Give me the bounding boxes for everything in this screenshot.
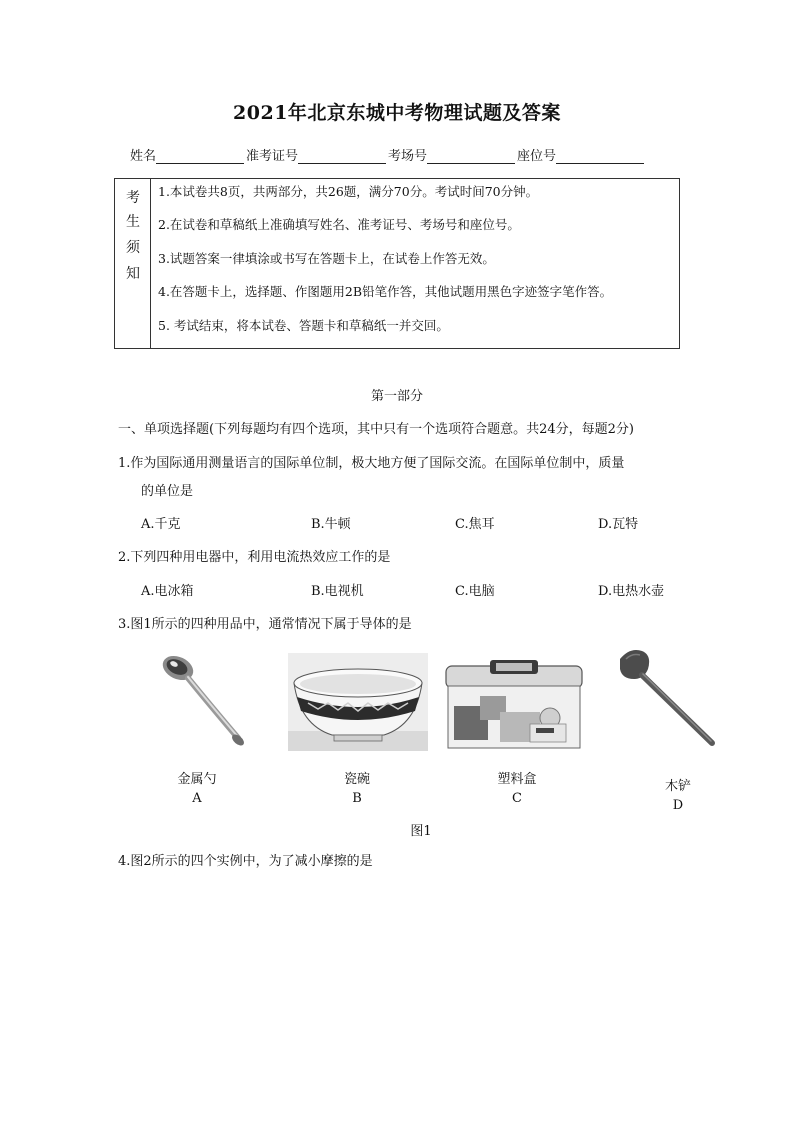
notice-side-char: 须 bbox=[126, 240, 140, 256]
notice-rule: 3.试题答案一律填涂或书写在答题卡上，在试卷上作答无效。 bbox=[158, 251, 495, 266]
q2-option-d: D.电热水壶 bbox=[598, 584, 665, 599]
name-label: 姓名 bbox=[130, 149, 157, 164]
question-1-text-cont: 的单位是 bbox=[141, 484, 194, 499]
question-2-text: 2.下列四种用电器中，利用电流热效应工作的是 bbox=[118, 550, 391, 565]
ticket-blank bbox=[298, 149, 386, 164]
q2-option-b: B.电视机 bbox=[311, 584, 364, 599]
notice-rule: 2.在试卷和草稿纸上准确填写姓名、准考证号、考场号和座位号。 bbox=[158, 217, 520, 232]
section-title: 第一部分 bbox=[370, 389, 423, 404]
figure-1-caption: 图1 bbox=[410, 824, 432, 839]
wooden-spatula-image bbox=[612, 645, 720, 753]
question-3-text: 3.图1所示的四种用品中，通常情况下属于导体的是 bbox=[118, 617, 412, 632]
q2-option-c: C.电脑 bbox=[455, 584, 495, 599]
notice-rule: 4.在答题卡上，选择题、作图题用2B铅笔作答，其他试题用黑色字迹签字笔作答。 bbox=[158, 284, 613, 299]
notice-rule: 1.本试卷共8页，共两部分，共26题，满分70分。考试时间70分钟。 bbox=[158, 184, 539, 199]
notice-side-label bbox=[115, 179, 151, 348]
figure-b-letter: B bbox=[352, 791, 362, 806]
part-heading: 一、单项选择题(下列每题均有四个选项，其中只有一个选项符合题意。共24分，每题2分) bbox=[118, 422, 634, 437]
notice-rule: 5. 考试结束，将本试卷、答题卡和草稿纸一并交回。 bbox=[158, 318, 449, 333]
question-1-text: 1.作为国际通用测量语言的国际单位制，极大地方便了国际交流。在国际单位制中，质量 bbox=[118, 456, 625, 471]
q1-option-d: D.瓦特 bbox=[598, 517, 639, 532]
candidate-notice-box bbox=[114, 178, 680, 349]
q1-option-a: A.千克 bbox=[141, 517, 181, 532]
figure-d-letter: D bbox=[672, 798, 684, 813]
exam-title: 2021年北京东城中考物理试题及答案 bbox=[233, 102, 561, 124]
porcelain-bowl-image bbox=[288, 653, 428, 751]
notice-side-char: 生 bbox=[126, 214, 140, 230]
notice-side-char: 知 bbox=[126, 266, 140, 282]
figure-d-name: 木铲 bbox=[664, 779, 691, 794]
q1-option-b: B.牛顿 bbox=[311, 517, 351, 532]
figure-a-name: 金属勺 bbox=[177, 772, 217, 787]
metal-spoon-image bbox=[150, 650, 250, 750]
question-4-text: 4.图2所示的四个实例中，为了减小摩擦的是 bbox=[118, 854, 373, 869]
seat-blank bbox=[556, 149, 644, 164]
candidate-info-line bbox=[130, 145, 646, 164]
figure-b-name: 瓷碗 bbox=[343, 772, 370, 787]
q1-option-c: C.焦耳 bbox=[455, 517, 495, 532]
ticket-label: 准考证号 bbox=[246, 149, 299, 164]
figure-c-name: 塑料盒 bbox=[497, 772, 537, 787]
room-blank bbox=[427, 149, 515, 164]
q2-option-a: A.电冰箱 bbox=[141, 584, 194, 599]
notice-side-char: 考 bbox=[126, 190, 140, 206]
figure-c-letter: C bbox=[512, 791, 522, 806]
room-label: 考场号 bbox=[388, 149, 428, 164]
seat-label: 座位号 bbox=[517, 149, 557, 164]
name-blank bbox=[156, 149, 244, 164]
figure-a-letter: A bbox=[192, 791, 202, 806]
plastic-box-image bbox=[440, 656, 588, 754]
